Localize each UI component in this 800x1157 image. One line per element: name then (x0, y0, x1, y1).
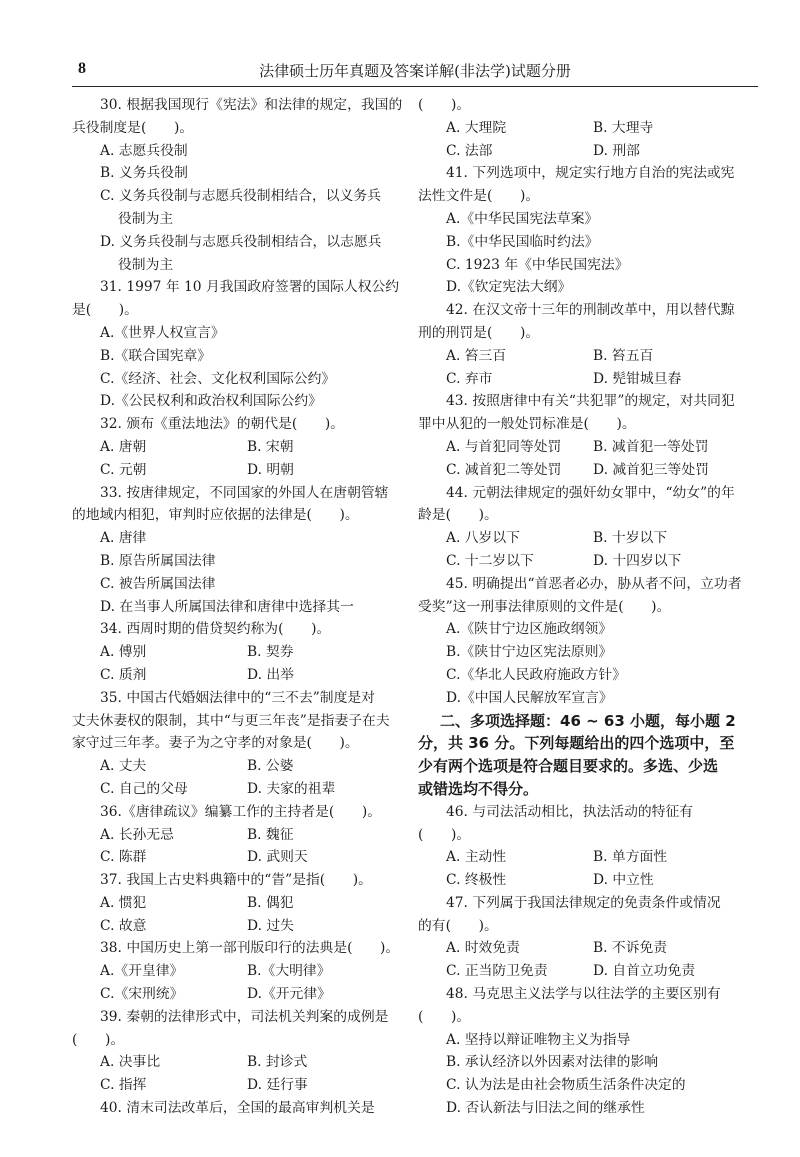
question-stem: 47. 下列属于我国法律规定的免责条件或情况 (446, 894, 721, 911)
option-row (418, 960, 740, 983)
option-text: D. 在当事人所属国法律和唐律中选择其一 (100, 598, 354, 615)
option-text: B. 不诉免责 (593, 940, 668, 957)
option-text-continued: 役制为主 (118, 210, 174, 227)
option-text: B. 大理寺 (593, 119, 654, 136)
option-text: A.《世界人权宣言》 (100, 324, 225, 341)
option-row (72, 436, 394, 459)
running-title: 法律硕士历年真题及答案详解(非法学)试题分册 (259, 62, 571, 80)
option-text: C. 正当防卫免责 (446, 963, 548, 980)
option-row (418, 140, 740, 163)
option-text: A. 丈夫 (100, 758, 147, 775)
option-text: B. 单方面性 (593, 849, 668, 866)
option-text: B. 原告所属国法律 (100, 552, 216, 569)
section-heading-continued: 少有两个选项是符合题目要求的。多选、少选 (418, 757, 719, 776)
option-text: A. 八岁以下 (446, 530, 520, 547)
option-text: A.《开皇律》 (100, 963, 184, 980)
question-stem-continued: 家守过三年孝。妻子为之守孝的对象是( )。 (72, 735, 359, 752)
question-stem-continued: 的地域内相犯，审判时应依据的法律是( )。 (72, 507, 359, 524)
option-text: D. 自首立功免责 (593, 963, 696, 980)
question-stem-continued: 是( )。 (72, 302, 138, 319)
option-text: B. 公婆 (247, 758, 294, 775)
option-text: A. 大理院 (446, 119, 507, 136)
option-row (418, 550, 740, 573)
question-stem: 34. 西周时期的借贷契约称为( )。 (100, 621, 331, 638)
question-stem: 32. 颁布《重法地法》的朝代是( )。 (100, 416, 345, 433)
question-stem-continued: 法性文件是( )。 (418, 188, 540, 205)
option-text: A. 时效免责 (446, 940, 520, 957)
option-text: B. 宋朝 (247, 438, 294, 455)
option-row (418, 345, 740, 368)
question-stem-continued: 受奖”这一刑事法律原则的文件是( )。 (418, 598, 671, 615)
option-row (418, 368, 740, 391)
option-text: A. 惯犯 (100, 894, 147, 911)
option-text: B. 义务兵役制 (100, 165, 188, 182)
option-text: C. 终极性 (446, 872, 507, 889)
option-row (72, 824, 394, 847)
question-stem: 31. 1997 年 10 月我国政府签署的国际人权公约 (100, 279, 400, 296)
option-text: A.《陕甘宁边区施政纲领》 (446, 621, 613, 638)
option-row (418, 869, 740, 892)
option-text: C. 减首犯二等处罚 (446, 461, 562, 478)
option-text: C. 弃市 (446, 370, 493, 387)
option-text: D.《钦定宪法大纲》 (446, 279, 572, 296)
question-stem-continued: 龄是( )。 (418, 507, 498, 524)
option-text: C. 故意 (100, 917, 147, 934)
option-text: A. 与首犯同等处罚 (446, 438, 562, 455)
question-stem-continued: 刑的刑罚是( )。 (418, 324, 540, 341)
section-heading-continued: 或错选均不得分。 (418, 779, 539, 798)
question-stem: 30. 根据我国现行《宪法》和法律的规定，我国的 (100, 97, 403, 113)
option-row (72, 664, 394, 687)
option-row (72, 1074, 394, 1097)
option-text: C.《经济、社会、文化权利国际公约》 (100, 370, 336, 387)
option-row (72, 1051, 394, 1074)
page-header (72, 56, 758, 87)
option-text: B. 契券 (247, 644, 294, 661)
option-row (72, 755, 394, 778)
right-column (418, 94, 740, 1120)
question-stem: 44. 元朝法律规定的强奸幼女罪中，“幼女”的年 (446, 484, 735, 501)
option-text: C. 十二岁以下 (446, 552, 534, 569)
page-number: 8 (78, 60, 86, 77)
question-stem: 48. 马克思主义法学与以往法学的主要区别有 (446, 986, 721, 1003)
option-text: A.《中华民国宪法草案》 (446, 210, 599, 227)
section-heading-continued: 分，共 36 分。下列每题给出的四个选项中，至 (418, 734, 735, 753)
section-heading: 二、多项选择题：46 ~ 63 小题，每小题 2 (440, 711, 736, 730)
option-text: D. 减首犯三等处罚 (593, 461, 709, 478)
question-stem: 39. 秦朝的法律形式中，司法机关判案的成例是 (100, 1008, 389, 1025)
option-text: C. 元朝 (100, 461, 147, 478)
option-row (72, 983, 394, 1006)
option-text: B.《联合国宪章》 (100, 347, 212, 364)
option-text: B. 承认经济以外因素对法律的影响 (446, 1054, 659, 1071)
option-text: A. 决事比 (100, 1054, 161, 1071)
option-text: D. 髡钳城旦舂 (593, 370, 682, 387)
option-text: D. 出举 (247, 666, 294, 683)
option-row (418, 459, 740, 482)
option-text: C.《华北人民政府施政方针》 (446, 666, 627, 683)
option-row (72, 459, 394, 482)
question-stem: 35. 中国古代婚姻法律中的“三不去”制度是对 (100, 689, 375, 706)
option-row (418, 527, 740, 550)
option-text: A. 坚持以辩证唯物主义为指导 (446, 1031, 631, 1048)
option-text: D. 明朝 (247, 461, 294, 478)
option-text: C.《宋刑统》 (100, 986, 184, 1003)
question-stem: 46. 与司法活动相比，执法活动的特征有 (446, 803, 694, 820)
option-text: B. 笞五百 (593, 347, 654, 364)
option-text: C. 法部 (446, 142, 493, 159)
option-text: D.《开元律》 (247, 986, 331, 1003)
option-row (72, 641, 394, 664)
option-row (72, 892, 394, 915)
question-stem: 41. 下列选项中，规定实行地方自治的宪法或宪 (446, 165, 735, 182)
question-stem: 37. 我国上古史料典籍中的“眚”是指( )。 (100, 872, 372, 889)
option-text: B. 十岁以下 (593, 530, 668, 547)
question-stem-continued: 罪中从犯的一般处罚标准是( )。 (418, 416, 636, 433)
option-text: D.《公民权利和政治权利国际公约》 (100, 393, 322, 410)
option-text: A. 主动性 (446, 849, 507, 866)
question-stem-continued: ( )。 (418, 826, 471, 843)
option-text: D. 刑部 (593, 142, 640, 159)
question-stem: 40. 清末司法改革后，全国的最高审判机关是 (100, 1100, 375, 1117)
option-row (418, 846, 740, 869)
option-text: D. 中立性 (593, 872, 654, 889)
option-text: A. 志愿兵役制 (100, 142, 188, 159)
option-text: A. 笞三百 (446, 347, 507, 364)
option-text: D. 武则天 (247, 849, 308, 866)
question-stem-continued: 的有( )。 (418, 917, 498, 934)
option-row (418, 937, 740, 960)
option-text-continued: 役制为主 (118, 256, 174, 273)
option-row (72, 778, 394, 801)
option-text: D. 夫家的祖辈 (247, 780, 336, 797)
option-text: D.《中国人民解放军宣言》 (446, 689, 613, 706)
option-text: B.《陕甘宁边区宪法原则》 (446, 644, 613, 661)
option-row (72, 915, 394, 938)
question-stem: 42. 在汉文帝十三年的刑制改革中，用以替代黥 (446, 302, 735, 319)
option-text: C. 陈群 (100, 849, 147, 866)
option-text: B. 魏征 (247, 826, 294, 843)
question-stem-continued: ( )。 (72, 1031, 125, 1048)
option-text: C. 指挥 (100, 1077, 147, 1094)
option-text: B.《中华民国临时约法》 (446, 233, 599, 250)
option-text: C. 质剂 (100, 666, 147, 683)
option-text: B. 封诊式 (247, 1054, 308, 1071)
question-stem: 36.《唐律疏议》编纂工作的主持者是( )。 (100, 803, 382, 820)
question-stem-continued: ( )。 (418, 97, 471, 113)
option-row (72, 960, 394, 983)
question-stem-continued: ( )。 (418, 1008, 471, 1025)
option-text: B.《大明律》 (247, 963, 331, 980)
option-text: C. 1923 年《中华民国宪法》 (446, 256, 629, 273)
option-text: A. 唐律 (100, 530, 147, 547)
option-text: C. 被告所属国法律 (100, 575, 216, 592)
option-text: D. 过失 (247, 917, 294, 934)
question-stem-continued: 丈夫休妻权的限制，其中“与更三年丧”是指妻子在夫 (72, 712, 390, 729)
option-text: C. 自己的父母 (100, 780, 188, 797)
question-stem-continued: 兵役制度是( )。 (72, 119, 194, 136)
option-text: D. 十四岁以下 (593, 552, 682, 569)
option-text: B. 减首犯一等处罚 (593, 438, 709, 455)
option-text: A. 傅别 (100, 644, 147, 661)
question-stem: 33. 按唐律规定，不同国家的外国人在唐朝管辖 (100, 484, 389, 501)
option-text: C. 认为法是由社会物质生活条件决定的 (446, 1077, 686, 1094)
option-text: B. 偶犯 (247, 894, 294, 911)
question-stem: 43. 按照唐律中有关“共犯罪”的规定，对共同犯 (446, 393, 735, 410)
option-text: A. 长孙无忌 (100, 826, 174, 843)
option-text: D. 否认新法与旧法之间的继承性 (446, 1100, 645, 1117)
question-stem: 45. 明确提出“首恶者必办，胁从者不问，立功者 (446, 575, 742, 592)
option-text: D. 义务兵役制与志愿兵役制相结合，以志愿兵 (100, 233, 382, 250)
question-stem: 38. 中国历史上第一部刊版印行的法典是( )。 (100, 940, 400, 957)
left-column (72, 94, 403, 1120)
option-row (418, 117, 740, 140)
option-row (72, 846, 394, 869)
option-text: C. 义务兵役制与志愿兵役制相结合，以义务兵 (100, 188, 381, 205)
option-text: A. 唐朝 (100, 438, 147, 455)
option-row (418, 436, 740, 459)
option-text: D. 廷行事 (247, 1077, 308, 1094)
